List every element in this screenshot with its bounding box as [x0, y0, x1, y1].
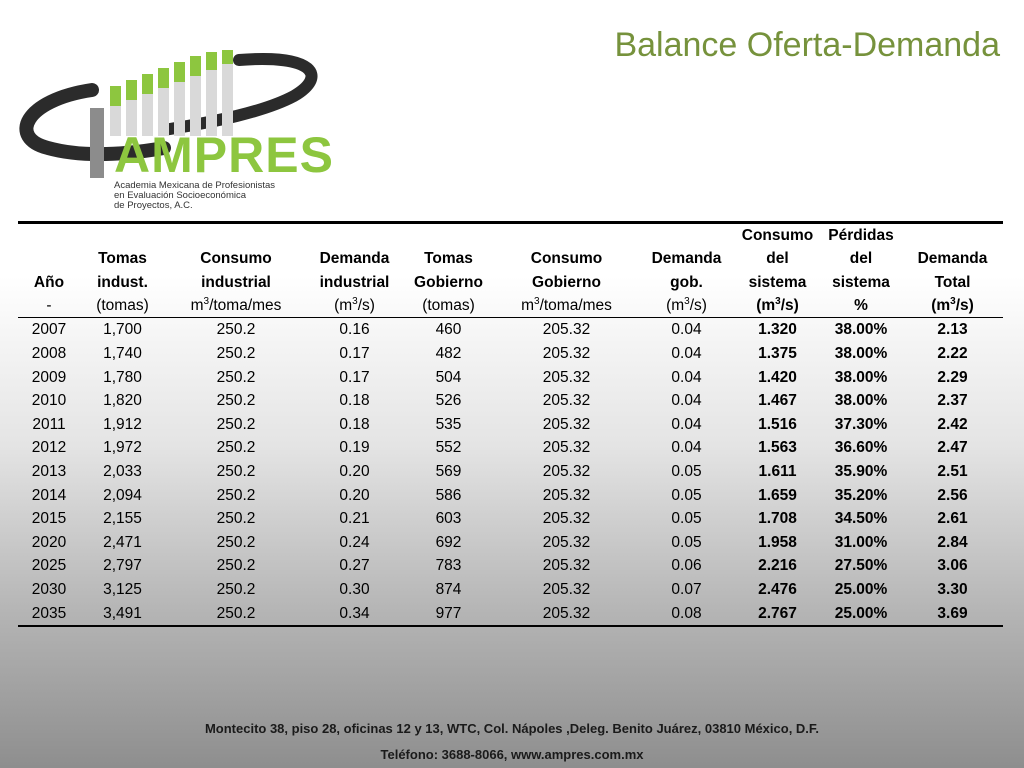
table-cell: 3,125: [103, 581, 142, 599]
table-cell: 250.2: [216, 463, 256, 481]
units-row: - (tomas) $m^3/toma$/mes $(m^3/s)$ (tomas) $m^3/toma$/mes $(m^3/s)$ $(m^3/s)$ % $(m^3/s)$: [18, 294, 1003, 318]
table-cell: 35.20%: [834, 486, 888, 504]
table-cell: 34.50%: [834, 510, 888, 528]
table-cell: 3,491: [80, 601, 165, 626]
table-cell: 0.16: [339, 321, 370, 339]
table-cell: 25.00%: [834, 581, 888, 599]
table-cell: 205.32: [542, 486, 591, 504]
table-row: [18, 460, 1003, 484]
table-cell: 874: [435, 581, 462, 599]
table-cell: 3.30: [937, 581, 968, 599]
table-cell: 1,740: [103, 345, 142, 363]
table-cell: 250.2: [216, 533, 256, 551]
table-cell: 0.04: [671, 439, 702, 457]
table-cell: 250.2: [216, 345, 256, 363]
table-cell: 250.2: [216, 415, 256, 433]
table-cell: 0.04: [671, 321, 702, 339]
table-cell: 2.84: [937, 533, 968, 551]
table-row: [18, 601, 1003, 626]
table-cell: 250.2: [216, 392, 256, 410]
table-cell: 2.29: [937, 368, 968, 386]
table-cell: 205.32: [542, 345, 591, 363]
table-cell: 526: [435, 392, 462, 410]
table-cell: 0.18: [339, 392, 370, 410]
table-cell: 1.708: [758, 510, 797, 528]
table-row: [18, 507, 1003, 531]
table-cell: 205.32: [542, 463, 591, 481]
table-cell: 1,700: [103, 321, 142, 339]
table-cell: 205.32: [495, 601, 638, 626]
table-cell: 2.42: [937, 415, 968, 433]
table-cell: 1.516: [758, 415, 797, 433]
footer-address: Montecito 38, piso 28, oficinas 12 y 13, WTC, Col. Nápoles ,Deleg. Benito Juárez, 03810 México, D.F.: [204, 721, 820, 736]
table-cell: 250.2: [165, 601, 307, 626]
table-cell: 569: [435, 463, 462, 481]
table-cell: 27.50%: [834, 557, 888, 575]
table-cell: 35.90%: [834, 463, 888, 481]
table-cell: 1.467: [758, 392, 797, 410]
table-cell: 2007: [31, 321, 67, 339]
table-cell: 1.659: [758, 486, 797, 504]
table-cell: 38.00%: [834, 368, 888, 386]
table-cell: 3.06: [937, 557, 968, 575]
table-row: [18, 483, 1003, 507]
table-cell: 0.19: [339, 439, 370, 457]
table-cell: 250.2: [216, 439, 256, 457]
page-title: Balance Oferta-Demanda: [614, 26, 1000, 64]
table-cell: 0.30: [339, 581, 370, 599]
table-cell: 1.611: [758, 463, 797, 481]
header-row: Año indust. industrial industrial Gobierno Gobierno gob. sistema sistema Total: [33, 273, 971, 291]
table-cell: 36.60%: [834, 439, 888, 457]
table-cell: 0.04: [671, 368, 702, 386]
table-cell: 2030: [31, 581, 67, 599]
table-row: [18, 554, 1003, 578]
table-cell: 2,094: [103, 486, 142, 504]
table-cell: 482: [435, 345, 462, 363]
table-cell: 205.32: [542, 321, 591, 339]
balance-table: [18, 221, 1003, 627]
table-cell: 1,780: [103, 368, 142, 386]
table-cell: 2.22: [937, 345, 968, 363]
table-cell: 205.32: [542, 415, 591, 433]
table-cell: 2.767: [735, 601, 820, 626]
table-cell: 2014: [31, 486, 67, 504]
table-row: [18, 578, 1003, 602]
table-cell: 38.00%: [834, 345, 888, 363]
table-cell: 205.32: [542, 439, 591, 457]
table-cell: 205.32: [542, 557, 591, 575]
table-cell: 3.69: [902, 601, 1003, 626]
table-cell: 205.32: [542, 392, 591, 410]
table-cell: 0.18: [339, 415, 370, 433]
table-row: [18, 389, 1003, 413]
table-cell: 37.30%: [834, 415, 888, 433]
table-cell: 0.04: [671, 345, 702, 363]
table-row: [18, 318, 1003, 342]
table-cell: 25.00%: [820, 601, 902, 626]
table-cell: 2012: [31, 439, 67, 457]
table-cell: 2035: [18, 601, 80, 626]
table-cell: 0.17: [339, 368, 370, 386]
table-cell: 2.51: [937, 463, 968, 481]
table-cell: 1.420: [758, 368, 797, 386]
table-cell: 0.08: [638, 601, 735, 626]
table-cell: 0.17: [339, 345, 370, 363]
table-cell: 0.06: [671, 557, 702, 575]
table-cell: 205.32: [542, 533, 591, 551]
table-cell: 250.2: [216, 486, 256, 504]
table-row: [18, 531, 1003, 555]
table-cell: 2011: [32, 415, 66, 433]
table-cell: 1.320: [758, 321, 797, 339]
table-cell: 1.563: [758, 439, 797, 457]
table-cell: 0.05: [671, 463, 702, 481]
table-cell: 1,820: [103, 392, 142, 410]
table-cell: 0.04: [671, 415, 702, 433]
table-cell: 250.2: [216, 368, 256, 386]
table-cell: 2009: [31, 368, 67, 386]
table-row: [18, 342, 1003, 366]
table-cell: 2.13: [937, 321, 968, 339]
footer-contact: Teléfono: 3688-8066, www.ampres.com.mx: [380, 747, 644, 762]
table-row: [18, 413, 1003, 437]
table-cell: 1.958: [758, 533, 797, 551]
logo-subtitle: Academia Mexicana de Profesionistas en Evaluación Socioeconómica de Proyectos, A.C.: [114, 180, 276, 211]
table-cell: 2010: [31, 392, 67, 410]
table-cell: 0.04: [671, 392, 702, 410]
table-cell: 250.2: [216, 321, 256, 339]
table-cell: 2.37: [937, 392, 968, 410]
table-cell: 1,912: [103, 415, 142, 433]
table-cell: 31.00%: [834, 533, 888, 551]
table-cell: 2,033: [103, 463, 142, 481]
table-row: [18, 436, 1003, 460]
table-cell: 2.61: [937, 510, 968, 528]
table-cell: 0.24: [339, 533, 370, 551]
table-cell: 977: [402, 601, 495, 626]
ampres-logo: [14, 50, 334, 212]
table-cell: 535: [435, 415, 462, 433]
table-cell: 2.476: [758, 581, 797, 599]
table-cell: 250.2: [216, 557, 256, 575]
table-cell: 0.07: [671, 581, 702, 599]
table-cell: 1.375: [758, 345, 797, 363]
table-cell: 2015: [31, 510, 67, 528]
table-cell: 0.05: [671, 486, 702, 504]
table-cell: 0.34: [307, 601, 402, 626]
table-cell: 0.21: [339, 510, 370, 528]
table-cell: 552: [435, 439, 462, 457]
table-cell: 205.32: [542, 368, 591, 386]
table-cell: 0.20: [339, 463, 370, 481]
header-row: Tomas Consumo Demanda Tomas Consumo Demanda del del Demanda: [98, 250, 988, 268]
table-cell: 2,155: [103, 510, 142, 528]
table-cell: 2020: [31, 533, 67, 551]
table-cell: 2.56: [937, 486, 968, 504]
table-cell: 38.00%: [834, 392, 888, 410]
table-row: [18, 365, 1003, 389]
table-cell: 504: [435, 368, 462, 386]
table-cell: 2025: [31, 557, 67, 575]
table-cell: 2013: [31, 463, 67, 481]
table-cell: 2.47: [937, 439, 968, 457]
table-cell: 0.05: [671, 510, 702, 528]
footer: [0, 716, 1024, 768]
header-row: Consumo Pérdidas: [18, 223, 1003, 248]
table-cell: 603: [435, 510, 462, 528]
table-cell: 250.2: [216, 581, 256, 599]
table-cell: 460: [435, 321, 462, 339]
table-cell: 205.32: [542, 581, 591, 599]
table-cell: 205.32: [542, 510, 591, 528]
table-cell: 0.05: [671, 533, 702, 551]
table-cell: 586: [435, 486, 462, 504]
table-cell: 2008: [31, 345, 67, 363]
table-cell: 0.27: [339, 557, 370, 575]
table-cell: 0.20: [339, 486, 370, 504]
logo-wordmark: AMPRES: [114, 127, 334, 183]
table-cell: 692: [435, 533, 462, 551]
table-cell: 38.00%: [834, 321, 888, 339]
table-cell: 1,972: [103, 439, 142, 457]
table-cell: 250.2: [216, 510, 256, 528]
table-cell: 2,471: [103, 533, 142, 551]
table-cell: 2.216: [758, 557, 797, 575]
table-cell: 2,797: [103, 557, 142, 575]
table-cell: 783: [435, 557, 462, 575]
